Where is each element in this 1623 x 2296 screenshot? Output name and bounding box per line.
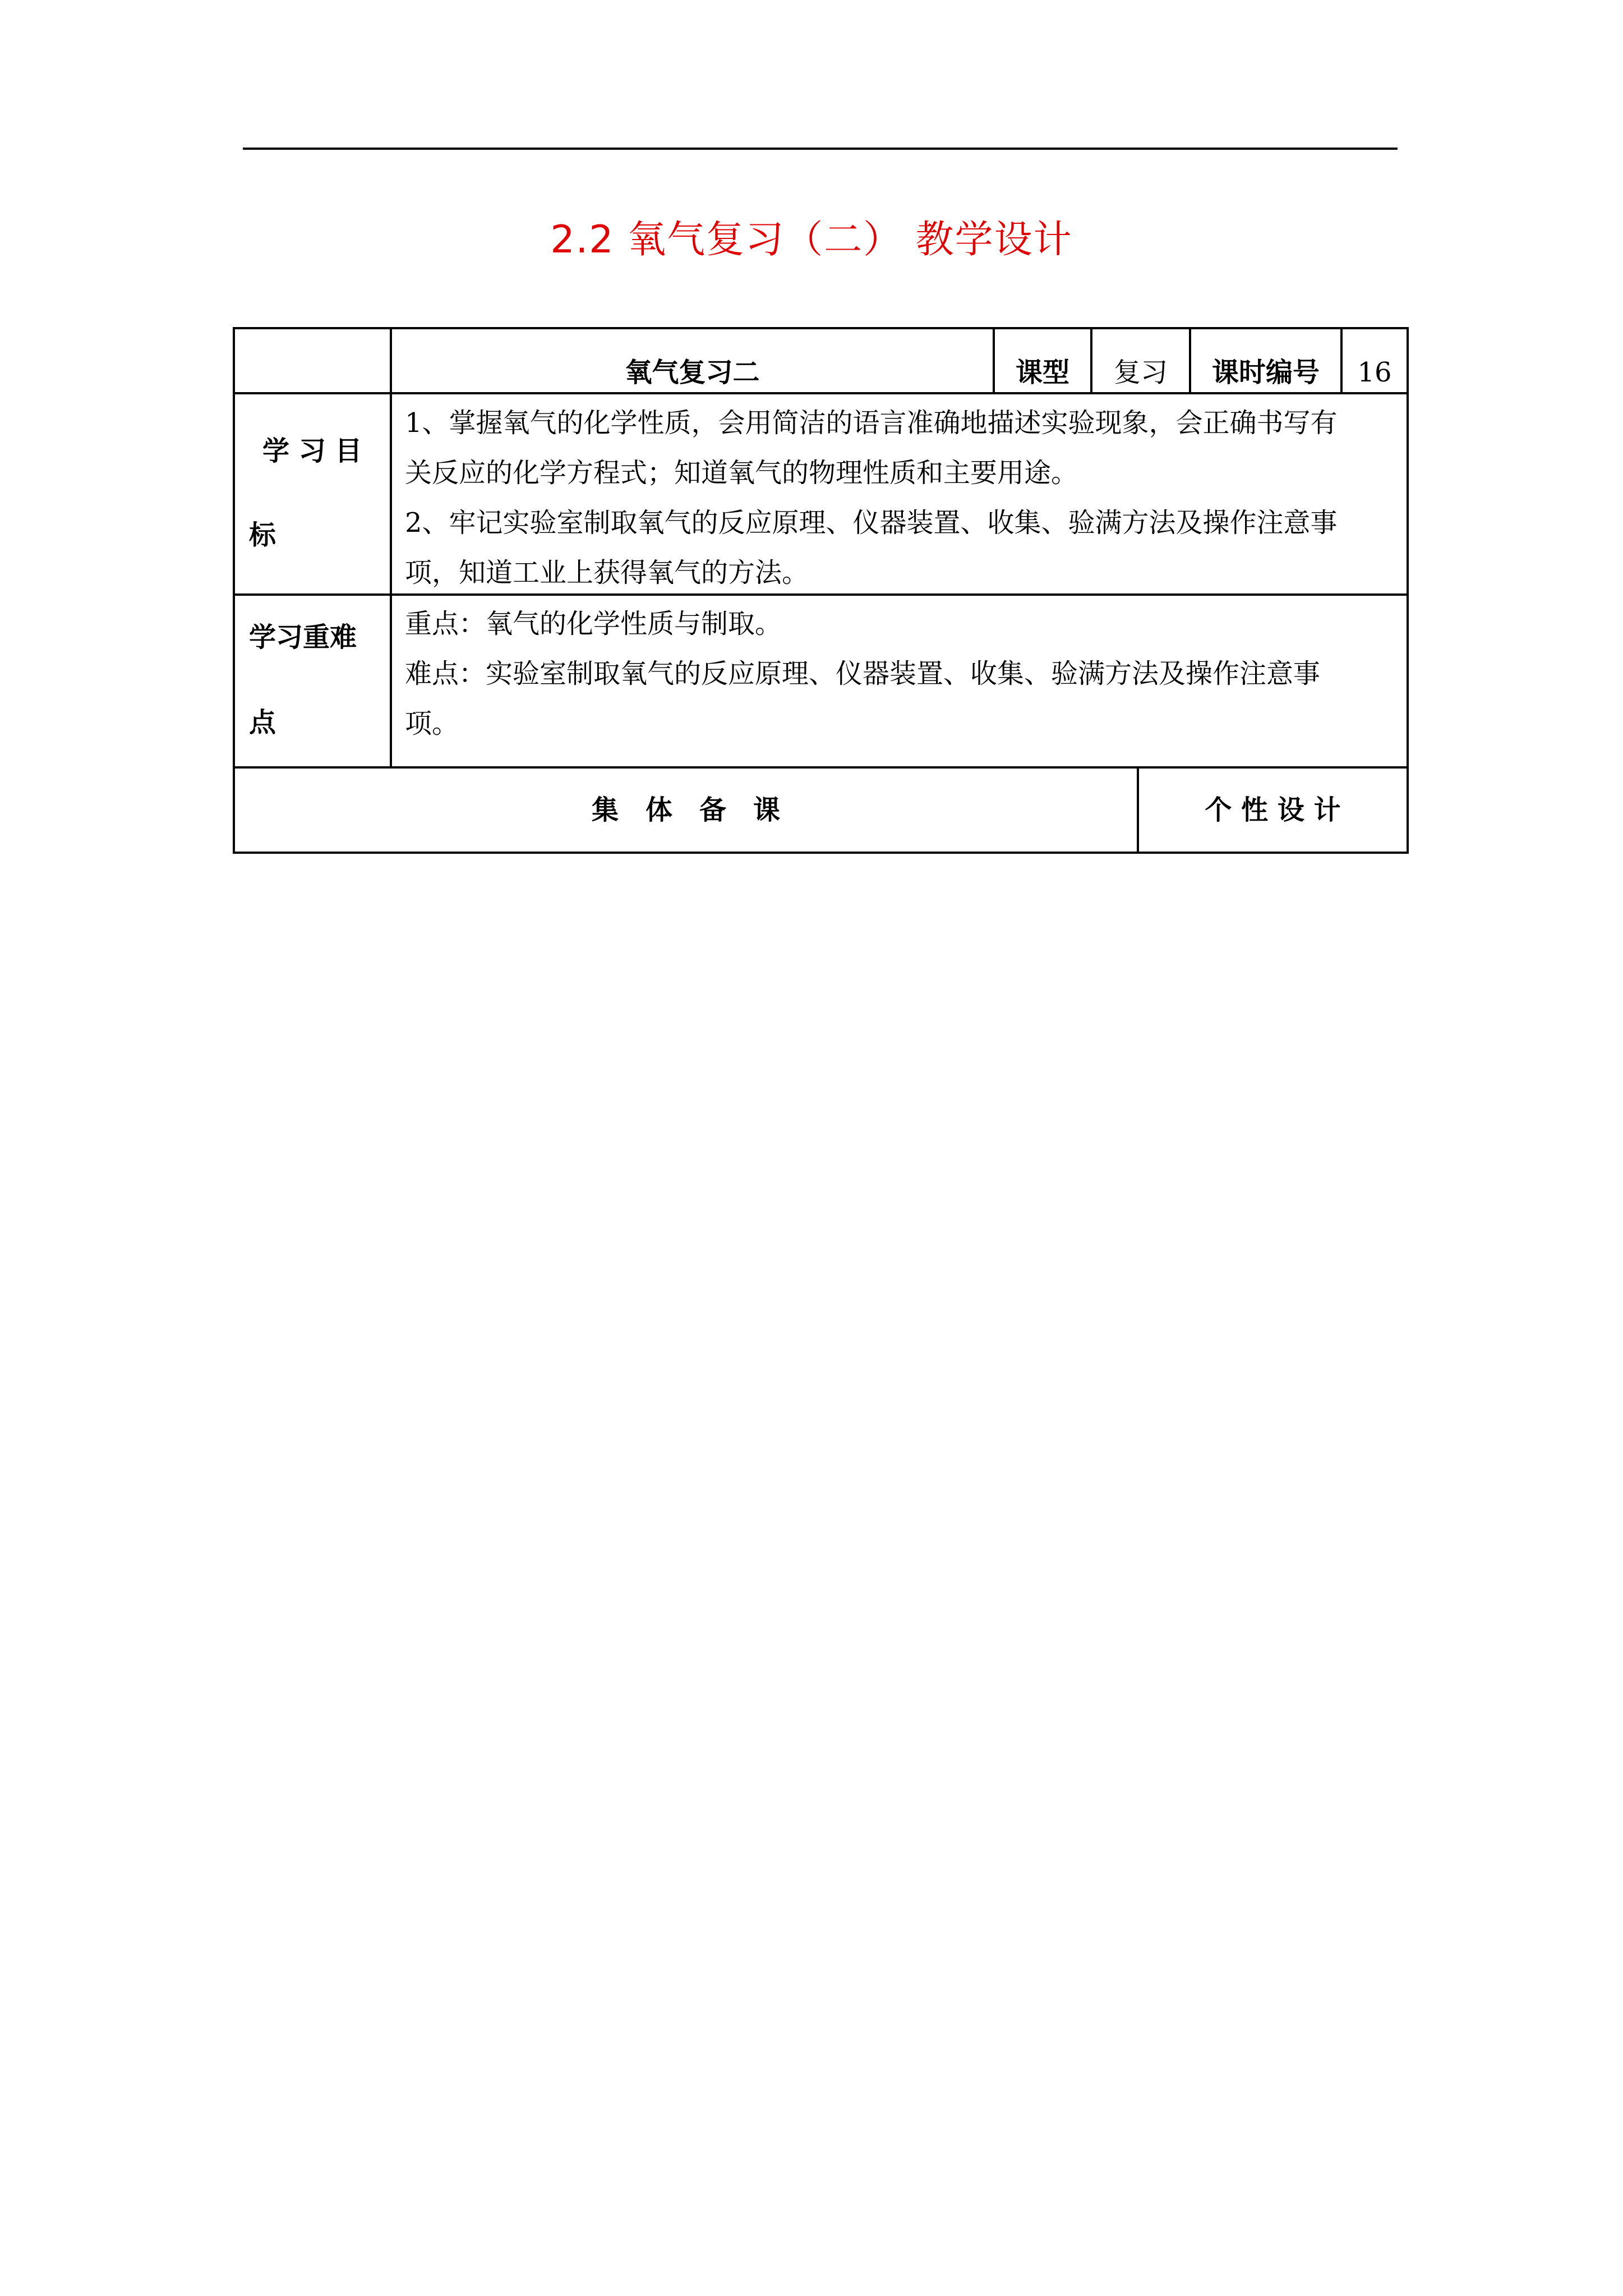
objectives-line: 关反应的化学方程式；知道氧气的物理性质和主要用途。: [405, 457, 1078, 489]
objectives-label-line2: 标: [249, 519, 276, 551]
table-border-right: [1407, 327, 1409, 854]
key-point-line: 重点：氧气的化学性质与制取。: [405, 608, 782, 639]
table-border-row3: [233, 766, 1409, 769]
objectives-line: 2、牢记实验室制取氧气的反应原理、仪器装置、收集、验满方法及操作注意事: [405, 507, 1338, 539]
objectives-line: 项，知道工业上获得氧气的方法。: [405, 557, 809, 588]
table-border-left: [233, 327, 235, 854]
lesson-number-value: 16: [1357, 357, 1392, 388]
document-title: 2.2 氧气复习（二） 教学设计: [550, 218, 1073, 262]
key-point-line: 项。: [405, 708, 459, 739]
lesson-type-value: 复习: [1113, 357, 1168, 388]
objectives-label-line1: 学 习 目: [262, 435, 362, 467]
key-points-label-line2: 点: [249, 707, 276, 738]
lesson-topic: 氧气复习二: [625, 357, 760, 388]
table-border-bottom: [233, 852, 1409, 854]
lesson-type-label: 课型: [1015, 357, 1069, 388]
header-rule: [243, 148, 1398, 150]
key-point-line: 难点：实验室制取氧气的反应原理、仪器装置、收集、验满方法及操作注意事: [405, 658, 1321, 689]
lesson-number-label: 课时编号: [1211, 357, 1320, 388]
objectives-line: 1、掌握氧气的化学性质，会用简洁的语言准确地描述实验现象，会正确书写有: [405, 407, 1338, 439]
table-border-top: [233, 327, 1409, 329]
personal-design-heading: 个 性 设 计: [1205, 794, 1341, 826]
key-points-label-line1: 学习重难: [249, 622, 357, 653]
group-prep-heading: 集 体 备 课: [591, 794, 780, 826]
